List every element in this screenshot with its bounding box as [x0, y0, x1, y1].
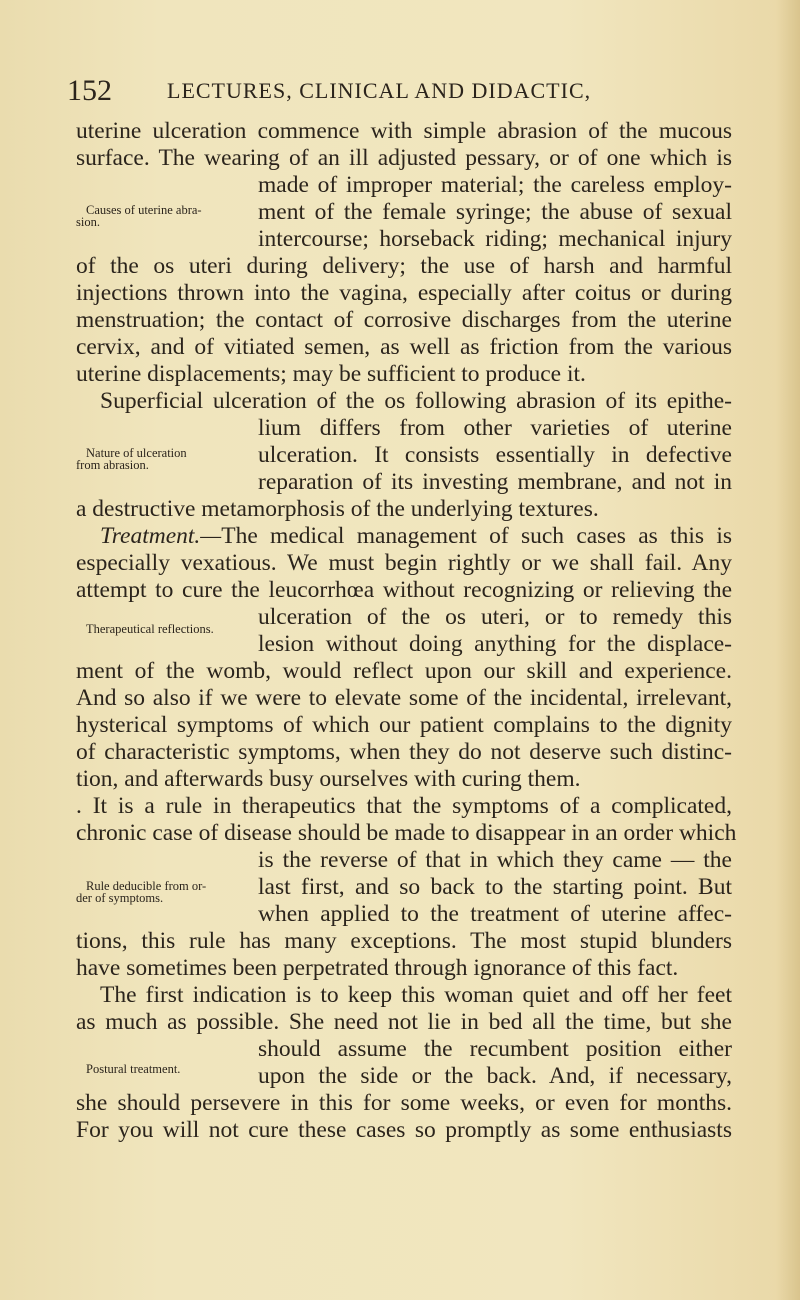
- text-line: For you will not cure these cases so promptly as some enthusiasts: [76, 1117, 732, 1143]
- text-line: when applied to the treatment of uterine affec-: [258, 901, 732, 927]
- margin-note-line: Nature of ulceration: [86, 446, 187, 460]
- text-line: cervix, and of vitiated semen, as well as friction from the various: [76, 334, 732, 360]
- margin-note-postural: [76, 1063, 248, 1075]
- text-line: as much as possible. She need not lie in bed all the time, but she: [76, 1009, 732, 1035]
- margin-note-line: der of symptoms.: [76, 891, 164, 905]
- text-line: should assume the recumbent position either: [258, 1036, 732, 1062]
- text-line: reparation of its investing membrane, and not in: [258, 469, 732, 495]
- text-line: she should persevere in this for some weeks, or even for months.: [76, 1090, 732, 1116]
- page-number: 152: [67, 74, 112, 107]
- text-line: And so also if we were to elevate some of the incidental, irrelevant,: [76, 685, 732, 711]
- margin-note-line: from abrasion.: [76, 458, 149, 472]
- text-line: intercourse; horseback riding; mechanical injury: [258, 226, 732, 252]
- text-line: lium differs from other varieties of uterine: [258, 415, 732, 441]
- margin-note-line: Therapeutical reflections.: [86, 622, 214, 636]
- text-line: Superficial ulceration of the os following abrasion of its epithe-: [100, 388, 732, 414]
- text-line: attempt to cure the leucorrhœa without recognizing or relieving the: [76, 577, 732, 603]
- text-line: ment of the womb, would reflect upon our skill and experience.: [76, 658, 732, 684]
- text-line: of characteristic symptoms, when they do not deserve such distinc-: [76, 739, 732, 765]
- margin-note-line: Rule deducible from or-: [86, 879, 207, 893]
- text-line: . It is a rule in therapeutics that the symptoms of a complicated,: [76, 793, 732, 819]
- text-line: hysterical symptoms of which our patient complains to the dignity: [76, 712, 732, 738]
- text-line: menstruation; the contact of corrosive discharges from the uterine: [76, 307, 732, 333]
- text-line: injections thrown into the vagina, especially after coitus or during: [76, 280, 732, 306]
- text-line: surface. The wearing of an ill adjusted pessary, or of one which is: [76, 145, 732, 171]
- text-line: lesion without doing anything for the displace-: [258, 631, 732, 657]
- text-line: [100, 523, 732, 550]
- text-line: tion, and afterwards busy ourselves with curing them.: [76, 766, 581, 792]
- margin-note-line: Causes of uterine abra-: [86, 203, 202, 217]
- margin-note-line: sion.: [76, 215, 100, 229]
- margin-note-line: Postural treatment.: [86, 1062, 181, 1076]
- text-line: ment of the female syringe; the abuse of sexual: [258, 199, 732, 225]
- text-line: made of improper material; the careless employ-: [258, 172, 732, 198]
- margin-note-rule: [76, 880, 248, 904]
- margin-note-therapeutical: [76, 623, 248, 635]
- treatment-heading: Treatment.—: [100, 523, 222, 549]
- text-line: ulceration. It consists essentially in defective: [258, 442, 732, 468]
- text-line: The first indication is to keep this woman quiet and off her feet: [100, 982, 732, 1008]
- text-span: The medical management of such cases as this is: [221, 523, 732, 549]
- margin-note-causes: [76, 204, 248, 228]
- text-line: chronic case of disease should be made to disappear in an order which: [76, 820, 737, 846]
- text-line: uterine displacements; may be sufficient to produce it.: [76, 361, 586, 387]
- text-line: have sometimes been perpetrated through ignorance of this fact.: [76, 955, 679, 981]
- text-line: uterine ulceration commence with simple abrasion of the mucous: [76, 118, 732, 144]
- text-line: especially vexatious. We must begin rightly or we shall fail. Any: [76, 550, 732, 576]
- text-line: upon the side or the back. And, if necessary,: [258, 1063, 732, 1089]
- running-head: LECTURES, CLINICAL AND DIDACTIC,: [167, 78, 592, 103]
- text-line: a destructive metamorphosis of the underlying textures.: [76, 496, 599, 522]
- margin-note-nature: [76, 447, 248, 471]
- text-line: of the os uteri during delivery; the use of harsh and harmful: [76, 253, 732, 279]
- text-line: is the reverse of that in which they came — the: [258, 847, 732, 873]
- text-line: ulceration of the os uteri, or to remedy this: [258, 604, 732, 630]
- text-line: tions, this rule has many exceptions. The most stupid blunders: [76, 928, 732, 954]
- text-line: last first, and so back to the starting point. But: [258, 874, 732, 900]
